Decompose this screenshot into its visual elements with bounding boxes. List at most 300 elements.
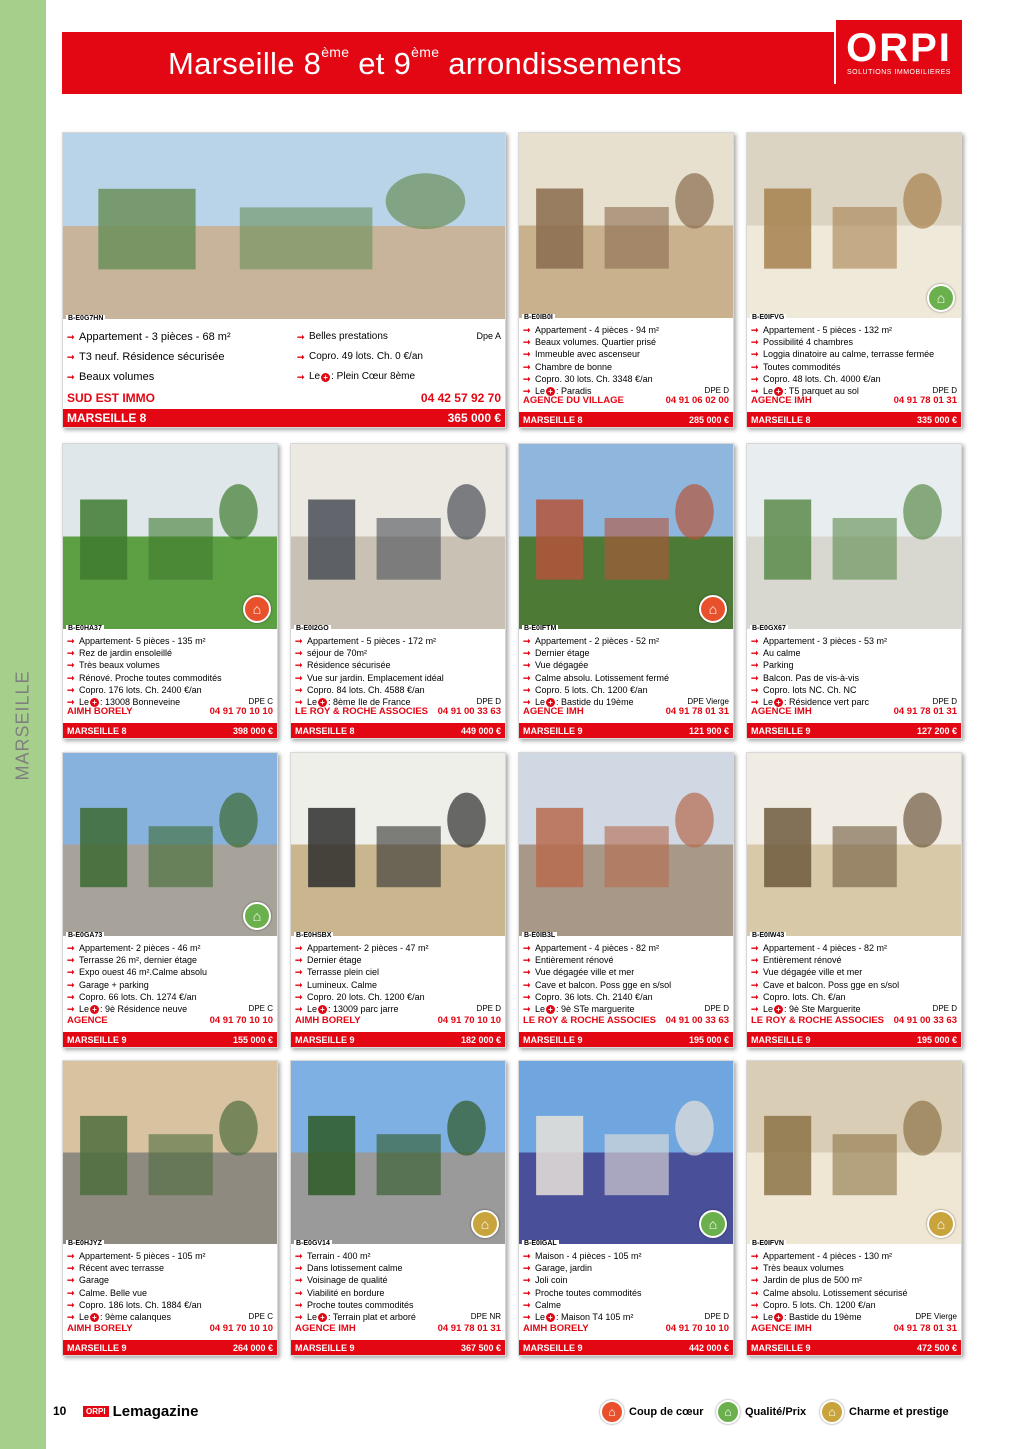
plus-icon: +	[321, 373, 330, 382]
plus-prefix: Le	[307, 1004, 318, 1015]
house-icon: ⌂	[927, 284, 955, 312]
arrow-icon: ➞	[751, 636, 759, 646]
feature-row	[751, 1003, 957, 1015]
title-sup: ème	[411, 43, 440, 60]
agency-line[interactable]	[523, 1323, 729, 1334]
listing-features	[67, 635, 273, 708]
listing-card[interactable]	[746, 132, 962, 428]
title-part: et 9	[349, 46, 412, 81]
feature-text: Appartement- 5 pièces - 135 m²	[79, 636, 206, 646]
feature-text: Voisinage de qualité	[307, 1275, 388, 1286]
plus-icon: +	[90, 1313, 99, 1322]
feature-text: Récent avec terrasse	[79, 1263, 165, 1274]
feature-row	[67, 1250, 273, 1262]
plus-text: : Paradis	[556, 386, 592, 397]
arrow-icon: ➞	[295, 1263, 303, 1274]
feature-row	[523, 1299, 729, 1311]
feature-text: Copro. 30 lots. Ch. 3348 €/an	[535, 373, 653, 384]
agency-phone[interactable]: 04 91 00 33 63	[665, 1015, 729, 1026]
feature-text: Appartement - 5 pièces - 172 m²	[307, 636, 437, 646]
agency-line[interactable]	[751, 1015, 957, 1026]
listing-card[interactable]	[62, 752, 278, 1048]
listing-photo-art	[519, 133, 733, 318]
arrow-icon: ➞	[295, 1312, 303, 1323]
arrow-icon: ➞	[751, 386, 759, 397]
listing-card[interactable]	[746, 1060, 962, 1356]
arrow-icon: ➞	[67, 1263, 75, 1274]
feature-row	[67, 672, 273, 684]
feature-row	[523, 361, 729, 373]
house-icon: ⌂	[471, 1210, 499, 1238]
feature-row	[297, 367, 497, 387]
feature-row	[523, 966, 729, 978]
plus-prefix: Le	[763, 386, 774, 397]
listing-card[interactable]	[290, 1060, 506, 1356]
plus-text: : Résidence vert parc	[784, 697, 870, 708]
agency-line[interactable]	[523, 1015, 729, 1026]
arrow-icon: ➞	[295, 636, 303, 646]
arrow-icon: ➞	[751, 697, 759, 708]
plus-prefix: Le	[535, 1004, 546, 1015]
agency-name: AGENCE IMH	[523, 706, 584, 717]
feature-row	[751, 966, 957, 978]
feature-row	[523, 1250, 729, 1262]
price-bar	[63, 1340, 277, 1355]
agency-phone[interactable]: 04 91 70 10 10	[209, 1015, 273, 1026]
arrow-icon: ➞	[751, 943, 759, 953]
agency-name: AIMH BORELY	[523, 1323, 589, 1334]
house-icon: ⌂	[243, 595, 271, 623]
arrow-icon: ➞	[67, 684, 75, 695]
listing-photo	[747, 444, 961, 629]
feature-text: Très beaux volumes	[763, 1263, 844, 1274]
plus-text: : Terrain plat et arboré	[328, 1312, 416, 1323]
feature-row	[751, 1250, 957, 1262]
price-bar	[519, 412, 733, 427]
house-icon: ⌂	[243, 902, 271, 930]
city-label: MARSEILLE 8	[751, 414, 811, 425]
arrow-icon: ➞	[295, 1251, 303, 1261]
arrow-icon: ➞	[67, 1004, 75, 1015]
arrow-icon: ➞	[523, 1263, 531, 1274]
arrow-icon: ➞	[523, 967, 531, 978]
feature-row	[523, 979, 729, 991]
feature-row	[751, 942, 957, 954]
agency-line[interactable]	[751, 706, 957, 717]
agency-phone[interactable]: 04 91 70 10 10	[665, 1323, 729, 1334]
arrow-icon: ➞	[297, 332, 305, 342]
feature-text: Garage	[79, 1275, 110, 1286]
feature-row	[295, 991, 501, 1003]
agency-name: LE ROY & ROCHE ASSOCIES	[523, 1015, 657, 1026]
arrow-icon: ➞	[67, 979, 75, 990]
arrow-icon: ➞	[751, 1299, 759, 1310]
city-label: MARSEILLE 9	[295, 1342, 355, 1353]
arrow-icon: ➞	[523, 1275, 531, 1286]
city-label: MARSEILLE 9	[67, 1034, 127, 1045]
agency-phone[interactable]: 04 91 78 01 31	[893, 395, 957, 406]
price-label: 449 000 €	[460, 725, 501, 736]
price-bar	[291, 1032, 505, 1047]
arrow-icon: ➞	[295, 672, 303, 683]
feature-text: Appartement - 4 pièces - 82 m²	[535, 943, 660, 953]
city-label: MARSEILLE 9	[751, 1342, 811, 1353]
price-label: 398 000 €	[232, 725, 273, 736]
plus-icon: +	[546, 387, 555, 396]
arrow-icon: ➞	[751, 1251, 759, 1261]
listing-card[interactable]	[746, 443, 962, 739]
feature-text: séjour de 70m²	[307, 648, 368, 659]
arrow-icon: ➞	[295, 684, 303, 695]
listing-photo	[63, 133, 505, 319]
feature-text: Calme absolu. Lotissement sécurisé	[763, 1287, 908, 1298]
listing-ref: B-E0HA37	[68, 625, 102, 632]
agency-name: SUD EST IMMO	[67, 391, 156, 405]
feature-text: Au calme	[763, 648, 801, 659]
feature-text: Maison - 4 pièces - 105 m²	[535, 1251, 642, 1261]
feature-text: Appartement - 5 pièces - 132 m²	[763, 325, 893, 335]
arrow-icon: ➞	[751, 1263, 759, 1274]
feature-text: Vue dégagée ville et mer	[763, 967, 863, 978]
agency-line[interactable]	[67, 1323, 273, 1334]
feature-row	[751, 1299, 957, 1311]
magazine-brand	[83, 1403, 198, 1420]
feature-text: Beaux volumes	[79, 371, 155, 383]
price-label: 365 000 €	[447, 411, 501, 425]
feature-row	[67, 635, 273, 647]
feature-text: Calme	[535, 1299, 562, 1310]
price-label: 182 000 €	[460, 1034, 501, 1045]
feature-text: Rénové. Proche toutes commodités	[79, 672, 222, 683]
agency-line[interactable]	[751, 1323, 957, 1334]
feature-row	[523, 336, 729, 348]
listing-features	[295, 942, 501, 1015]
agency-phone[interactable]: 04 91 00 33 63	[437, 706, 501, 717]
arrow-icon: ➞	[67, 372, 75, 382]
feature-text: Entièrement rénové	[535, 955, 614, 966]
agency-phone[interactable]: 04 91 78 01 31	[665, 706, 729, 717]
price-label: 127 200 €	[916, 725, 957, 736]
feature-text: Parking	[763, 660, 794, 671]
arrow-icon: ➞	[523, 386, 531, 397]
feature-text: Dernier étage	[535, 648, 590, 659]
feature-row	[523, 635, 729, 647]
house-icon: ⌂	[716, 1400, 740, 1424]
arrow-icon: ➞	[523, 979, 531, 990]
listing-photo	[519, 133, 733, 318]
listing-ref: B-E0IB3L	[524, 932, 556, 939]
arrow-icon: ➞	[751, 648, 759, 659]
arrow-icon: ➞	[67, 648, 75, 659]
feature-text: Dans lotissement calme	[307, 1263, 403, 1274]
agency-line[interactable]	[67, 391, 501, 405]
arrow-icon: ➞	[67, 1251, 75, 1261]
feature-row	[295, 966, 501, 978]
legend-coeur	[600, 1400, 704, 1424]
feature-row	[295, 942, 501, 954]
listing-ref: B-E0IFVG	[752, 314, 785, 321]
listing-card[interactable]	[518, 752, 734, 1048]
agency-phone[interactable]: 04 91 70 10 10	[209, 1323, 273, 1334]
listing-card[interactable]	[518, 443, 734, 739]
listing-card[interactable]	[518, 1060, 734, 1356]
city-label: MARSEILLE 9	[751, 1034, 811, 1045]
listing-card[interactable]	[62, 1060, 278, 1356]
listing-photo-art	[63, 133, 505, 319]
plus-prefix: Le	[535, 697, 546, 708]
arrow-icon: ➞	[751, 672, 759, 683]
price-label: 285 000 €	[688, 414, 729, 425]
feature-row	[523, 1262, 729, 1274]
feature-text: Joli coin	[535, 1275, 568, 1286]
agency-line[interactable]	[295, 1323, 501, 1334]
dpe-label: DPE D	[704, 386, 729, 395]
plus-icon: +	[774, 698, 783, 707]
listing-features-2	[297, 327, 497, 387]
listing-ref: B-E0HJYZ	[68, 1240, 102, 1247]
listing-card[interactable]	[518, 132, 734, 428]
feature-row	[295, 659, 501, 671]
price-bar	[519, 723, 733, 738]
agency-phone[interactable]: 04 91 70 10 10	[209, 706, 273, 717]
plus-text: : 9ème calanques	[100, 1312, 172, 1323]
agency-line[interactable]	[295, 1015, 501, 1026]
plus-prefix: Le	[535, 386, 546, 397]
agency-line[interactable]	[523, 395, 729, 406]
page-number: 10	[53, 1404, 67, 1418]
dpe-label: DPE D	[932, 697, 957, 706]
price-bar	[747, 1340, 961, 1355]
arrow-icon: ➞	[751, 1275, 759, 1286]
title-sup: ème	[321, 43, 350, 60]
feature-row	[523, 684, 729, 696]
feature-text: Proche toutes commodités	[535, 1287, 642, 1298]
price-bar	[63, 409, 505, 427]
plus-text: : Plein Cœur 8ème	[331, 371, 416, 382]
price-label: 121 900 €	[688, 725, 729, 736]
plus-text: : 13009 parc jarre	[328, 1004, 399, 1015]
feature-row	[67, 659, 273, 671]
agency-line[interactable]	[295, 706, 501, 717]
plus-icon: +	[774, 1313, 783, 1322]
agency-name: LE ROY & ROCHE ASSOCIES	[295, 706, 429, 717]
feature-row	[751, 659, 957, 671]
city-label: MARSEILLE 9	[751, 725, 811, 736]
price-label: 155 000 €	[232, 1034, 273, 1045]
feature-row	[295, 1287, 501, 1299]
dpe-label: DPE C	[248, 1004, 273, 1013]
price-label: 195 000 €	[688, 1034, 729, 1045]
arrow-icon: ➞	[67, 1312, 75, 1323]
logo-word: ORPI	[846, 26, 952, 70]
feature-row	[67, 1287, 273, 1299]
city-label: MARSEILLE 8	[67, 725, 127, 736]
agency-line[interactable]	[67, 706, 273, 717]
agency-name: AGENCE IMH	[295, 1323, 356, 1334]
feature-row	[67, 1262, 273, 1274]
arrow-icon: ➞	[295, 979, 303, 990]
dpe-label: DPE D	[932, 386, 957, 395]
listing-features	[523, 1250, 729, 1323]
feature-row	[523, 348, 729, 360]
listing-photo-art	[291, 444, 505, 629]
agency-phone[interactable]: 04 91 00 33 63	[893, 1015, 957, 1026]
feature-row	[67, 1003, 273, 1015]
price-bar	[291, 723, 505, 738]
feature-text: Belles prestations	[309, 331, 388, 342]
feature-row	[751, 361, 957, 373]
feature-text: Garage + parking	[79, 979, 149, 990]
listing-ref: B-E0IFTM	[524, 625, 557, 632]
listing-card[interactable]	[62, 132, 506, 428]
feature-row	[751, 979, 957, 991]
feature-text: Vue dégagée	[535, 660, 589, 671]
feature-row	[751, 1262, 957, 1274]
arrow-icon: ➞	[295, 955, 303, 966]
agency-phone[interactable]: 04 91 78 01 31	[893, 1323, 957, 1334]
listing-ref: B-E0GX67	[752, 625, 786, 632]
listing-features	[523, 942, 729, 1015]
arrow-icon: ➞	[751, 325, 759, 335]
listing-card[interactable]	[746, 752, 962, 1048]
agency-phone[interactable]: 04 91 06 02 00	[665, 395, 729, 406]
feature-row	[751, 324, 957, 336]
dpe-label: DPE D	[704, 1004, 729, 1013]
agency-name: AIMH BORELY	[67, 706, 133, 717]
listing-features	[751, 942, 957, 1015]
price-bar	[519, 1340, 733, 1355]
agency-line[interactable]	[523, 706, 729, 717]
arrow-icon: ➞	[751, 979, 759, 990]
plus-prefix: Le	[79, 1312, 90, 1323]
mag-logo: ORPI	[83, 1406, 109, 1417]
feature-row	[67, 991, 273, 1003]
dpe-label: DPE NR	[470, 1312, 501, 1321]
plus-prefix: Le	[307, 697, 318, 708]
plus-prefix: Le	[79, 697, 90, 708]
arrow-icon: ➞	[67, 1299, 75, 1310]
title-part: arrondissements	[439, 46, 682, 81]
arrow-icon: ➞	[751, 1287, 759, 1298]
feature-text: Copro. 66 lots. Ch. 1274 €/an	[79, 991, 197, 1002]
feature-row	[67, 1299, 273, 1311]
listing-ref: B-E0I2GO	[296, 625, 329, 632]
agency-phone[interactable]: 04 91 78 01 31	[893, 706, 957, 717]
arrow-icon: ➞	[295, 660, 303, 671]
agency-phone[interactable]: 04 91 70 10 10	[437, 1015, 501, 1026]
house-icon: ⌂	[600, 1400, 624, 1424]
feature-row	[295, 1299, 501, 1311]
feature-row	[751, 635, 957, 647]
listing-card[interactable]	[290, 443, 506, 739]
feature-text: Terrasse plein ciel	[307, 967, 380, 978]
plus-prefix: Le	[535, 1312, 546, 1323]
plus-icon: +	[318, 1005, 327, 1014]
price-bar	[747, 412, 961, 427]
agency-name: AGENCE IMH	[751, 706, 812, 717]
dpe-label: DPE Vierge	[915, 1312, 957, 1321]
agency-line[interactable]	[67, 1015, 273, 1026]
feature-row	[751, 373, 957, 385]
listing-card[interactable]	[290, 752, 506, 1048]
listing-photo-art	[291, 753, 505, 936]
listing-ref: B-E0GV14	[296, 1240, 330, 1247]
plus-prefix: Le	[309, 371, 321, 382]
arrow-icon: ➞	[751, 337, 759, 348]
feature-text: Viabilité en bordure	[307, 1287, 385, 1298]
agency-name: AIMH BORELY	[295, 1015, 361, 1026]
agency-phone[interactable]: 04 91 78 01 31	[437, 1323, 501, 1334]
price-label: 195 000 €	[916, 1034, 957, 1045]
feature-text: Cave et balcon. Poss gge en s/sol	[535, 979, 672, 990]
feature-text: Jardin de plus de 500 m²	[763, 1275, 863, 1286]
agency-phone[interactable]: 04 42 57 92 70	[420, 391, 501, 405]
listing-photo	[747, 753, 961, 936]
plus-icon: +	[90, 1005, 99, 1014]
legend-qualite	[716, 1400, 806, 1424]
plus-icon: +	[546, 1313, 555, 1322]
feature-text: Copro. 48 lots. Ch. 4000 €/an	[763, 373, 881, 384]
agency-line[interactable]	[751, 395, 957, 406]
listing-card[interactable]	[62, 443, 278, 739]
feature-row	[295, 1262, 501, 1274]
feature-row	[297, 327, 497, 347]
house-icon: ⌂	[699, 1210, 727, 1238]
feature-row	[67, 647, 273, 659]
house-icon: ⌂	[927, 1210, 955, 1238]
arrow-icon: ➞	[67, 697, 75, 708]
agency-name: AGENCE IMH	[751, 395, 812, 406]
arrow-icon: ➞	[295, 1287, 303, 1298]
feature-row	[67, 966, 273, 978]
arrow-icon: ➞	[523, 325, 531, 335]
arrow-icon: ➞	[523, 955, 531, 966]
price-label: 264 000 €	[232, 1342, 273, 1353]
city-label: MARSEILLE 9	[67, 1342, 127, 1353]
legend-charme	[820, 1400, 949, 1424]
arrow-icon: ➞	[67, 991, 75, 1002]
feature-row	[295, 954, 501, 966]
feature-row	[67, 367, 287, 387]
plus-text: : Bastide du 19ème	[556, 697, 634, 708]
listing-ref: B-E0GA73	[68, 932, 103, 939]
arrow-icon: ➞	[67, 636, 75, 646]
feature-text: Balcon. Pas de vis-à-vis	[763, 672, 860, 683]
city-label: MARSEILLE 8	[523, 414, 583, 425]
arrow-icon: ➞	[751, 955, 759, 966]
feature-text: Copro. 5 lots. Ch. 1200 €/an	[535, 684, 648, 695]
arrow-icon: ➞	[523, 373, 531, 384]
title-part: Marseille 8	[168, 46, 322, 81]
feature-text: Appartement - 3 pièces - 68 m²	[79, 331, 231, 343]
agency-name: AGENCE DU VILLAGE	[523, 395, 624, 406]
arrow-icon: ➞	[523, 943, 531, 953]
agency-name: AGENCE	[67, 1015, 108, 1026]
listing-features	[67, 327, 287, 387]
feature-row	[295, 1003, 501, 1015]
feature-text: Appartement - 4 pièces - 82 m²	[763, 943, 888, 953]
feature-text: Copro. 186 lots. Ch. 1884 €/an	[79, 1299, 202, 1310]
arrow-icon: ➞	[523, 697, 531, 708]
plus-icon: +	[318, 1313, 327, 1322]
feature-text: Appartement - 2 pièces - 52 m²	[535, 636, 660, 646]
plus-text: : 13008 Bonneveine	[100, 697, 181, 708]
page-title	[168, 43, 682, 82]
city-label: MARSEILLE 9	[523, 1034, 583, 1045]
arrow-icon: ➞	[523, 349, 531, 360]
feature-row	[751, 647, 957, 659]
footer	[0, 1398, 1024, 1428]
